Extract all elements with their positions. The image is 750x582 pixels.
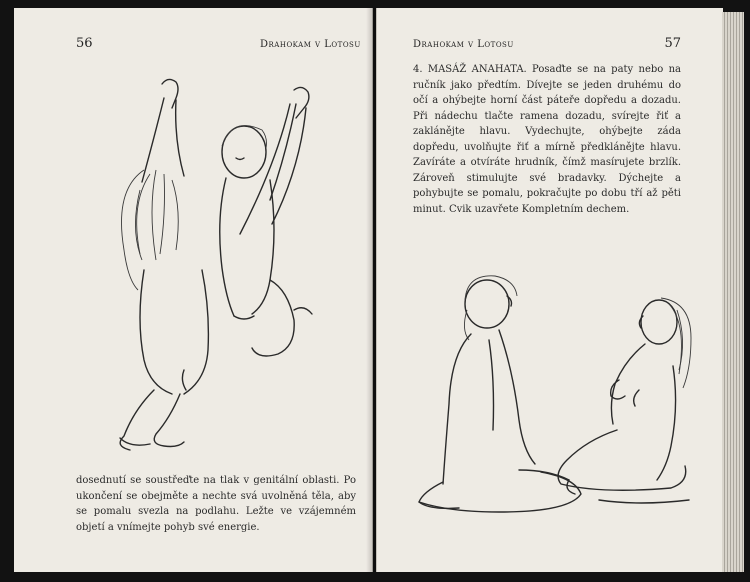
seated-couple-illustration-icon (399, 270, 719, 530)
right-page (376, 8, 723, 572)
embracing-couple-illustration-icon (84, 70, 334, 460)
running-head-left: Drahokam v Lotosu (260, 39, 361, 50)
left-page (14, 8, 373, 572)
page-number-right: 57 (664, 36, 681, 51)
running-head-right: Drahokam v Lotosu (413, 39, 514, 50)
left-page-body-text: dosednutí se soustřeďte na tlak v genitální oblasti. Po ukončení se obejměte a nechte svá uvolněná těla, aby se pomalu svezla na podlahu. Ležte ve vzájemném objetí a vnímejte pohyb své energie. (76, 475, 356, 533)
right-page-body-text: 4. MASÁŽ ANAHATA. Posaďte se na paty nebo na ručník jako předtím. Dívejte se jeden druhému do očí a ohýbejte horní část páteře dopředu a dozadu. Při nádechu tlačte ramena dozadu, svírejte řiť a zaklánějte hlavu. Vydechujte, ohýbejte záda dopředu, uvolňujte řiť a mírně předklánějte hlavu. Zavíráte a otvíráte hrudník, čímž masírujete brzlík. Zároveň stimulujte své bradavky. Dýchejte a pohybujte se pomalu, pokračujte po dobu tří až pěti minut. Cvik uzavřete Kompletním dechem. (413, 64, 681, 215)
page-number-left: 56 (76, 36, 93, 51)
page-edges (722, 12, 744, 572)
